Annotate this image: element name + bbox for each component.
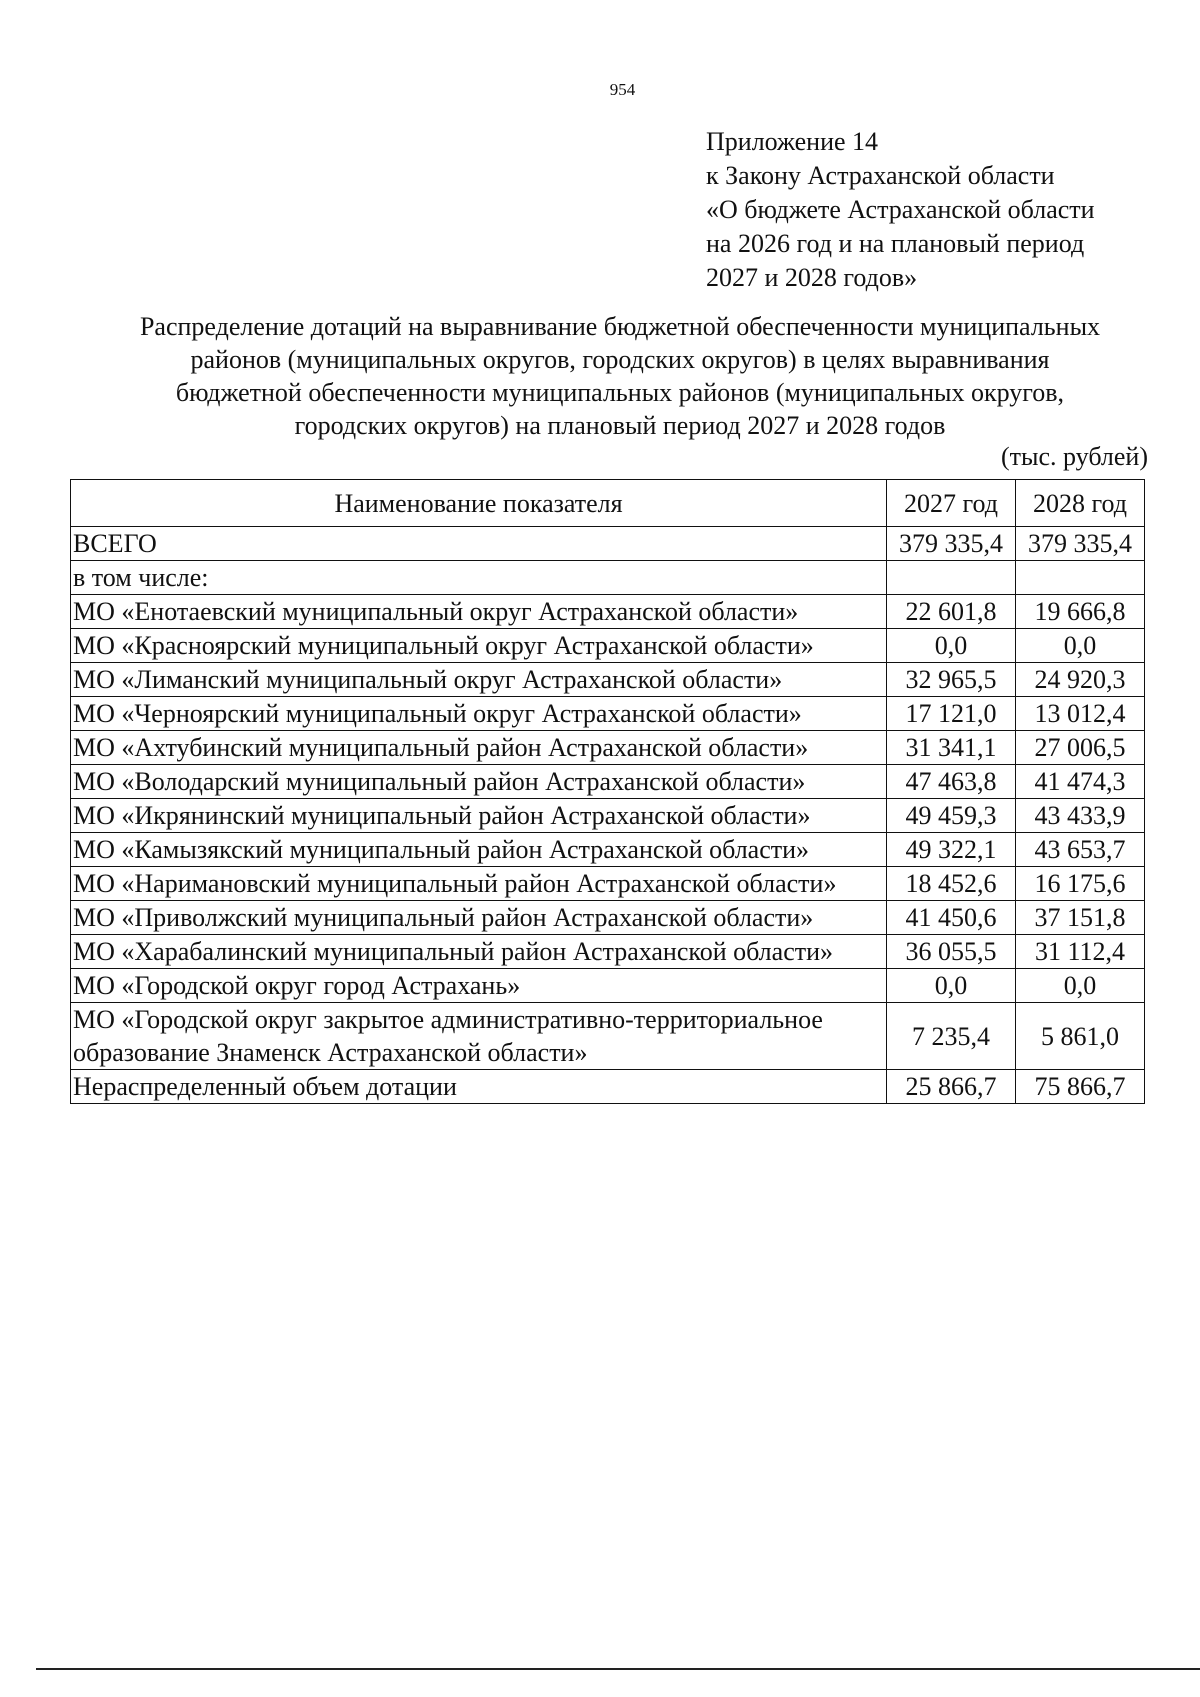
row-name: МО «Черноярский муниципальный округ Астраханской области» <box>71 697 887 731</box>
table-row <box>71 561 1145 595</box>
value-2028: 41 474,3 <box>1016 765 1145 799</box>
value-2027: 36 055,5 <box>887 935 1016 969</box>
table-row <box>71 969 1145 1003</box>
row-name: МО «Ахтубинский муниципальный район Астраханской области» <box>71 731 887 765</box>
title-line: районов (муниципальных округов, городских округов) в целях выравнивания <box>190 345 1050 374</box>
value-2028: 379 335,4 <box>1016 527 1145 561</box>
row-name: Нераспределенный объем дотации <box>71 1070 887 1104</box>
table-row <box>71 663 1145 697</box>
row-name: МО «Камызякский муниципальный район Астраханской области» <box>71 833 887 867</box>
row-name: МО «Приволжский муниципальный район Астраханской области» <box>71 901 887 935</box>
row-name: МО «Наримановский муниципальный район Астраханской области» <box>71 867 887 901</box>
value-2028: 16 175,6 <box>1016 867 1145 901</box>
appendix-line: 2027 и 2028 годов» <box>706 263 918 292</box>
table-row <box>71 629 1145 663</box>
value-2027: 25 866,7 <box>887 1070 1016 1104</box>
value-2027: 49 459,3 <box>887 799 1016 833</box>
row-name: МО «Городской округ закрытое административно-территориальное образование Знаменск Астраханской области» <box>71 1003 887 1070</box>
value-2028: 0,0 <box>1016 629 1145 663</box>
bottom-divider <box>36 1668 1200 1670</box>
row-name: МО «Городской округ город Астрахань» <box>71 969 887 1003</box>
row-name: МО «Енотаевский муниципальный округ Астраханской области» <box>71 595 887 629</box>
title-line: Распределение дотаций на выравнивание бюджетной обеспеченности муниципальных <box>139 312 1101 341</box>
value-2028: 43 653,7 <box>1016 833 1145 867</box>
table-row <box>71 697 1145 731</box>
table-row <box>71 731 1145 765</box>
table-row <box>71 935 1145 969</box>
appendix-line: к Закону Астраханской области <box>706 161 1055 190</box>
table-row <box>71 833 1145 867</box>
appendix-line: на 2026 год и на плановый период <box>706 229 1085 258</box>
value-2028: 13 012,4 <box>1016 697 1145 731</box>
table-row <box>71 765 1145 799</box>
value-2027: 32 965,5 <box>887 663 1016 697</box>
row-name: МО «Володарский муниципальный район Астраханской области» <box>71 765 887 799</box>
value-2028: 0,0 <box>1016 969 1145 1003</box>
title-line: бюджетной обеспеченности муниципальных районов (муниципальных округов, <box>175 378 1065 407</box>
value-2027: 31 341,1 <box>887 731 1016 765</box>
column-header-2028: 2028 год <box>1016 480 1145 527</box>
value-2028: 24 920,3 <box>1016 663 1145 697</box>
value-2027: 7 235,4 <box>887 1003 1016 1070</box>
table-row <box>71 901 1145 935</box>
page-number: 954 <box>609 80 636 99</box>
table-row <box>71 799 1145 833</box>
table-row-unallocated <box>71 1070 1145 1104</box>
appendix-reference <box>706 125 1095 295</box>
subsidy-table <box>70 479 1145 1104</box>
appendix-line: «О бюджете Астраханской области <box>706 195 1095 224</box>
value-2028: 31 112,4 <box>1016 935 1145 969</box>
row-name: в том числе: <box>71 561 887 595</box>
value-2027: 379 335,4 <box>887 527 1016 561</box>
title-line: городских округов) на плановый период 2027 и 2028 годов <box>294 411 946 440</box>
value-2028: 75 866,7 <box>1016 1070 1145 1104</box>
units-label: (тыс. рублей) <box>1000 442 1148 471</box>
value-2028: 19 666,8 <box>1016 595 1145 629</box>
value-2028: 27 006,5 <box>1016 731 1145 765</box>
table-row <box>71 1003 1145 1070</box>
value-2028 <box>1016 561 1145 595</box>
value-2027: 0,0 <box>887 629 1016 663</box>
value-2027: 41 450,6 <box>887 901 1016 935</box>
value-2027: 22 601,8 <box>887 595 1016 629</box>
column-header-2027: 2027 год <box>887 480 1016 527</box>
appendix-line: Приложение 14 <box>706 127 879 156</box>
row-name: МО «Лиманский муниципальный округ Астраханской области» <box>71 663 887 697</box>
value-2027: 47 463,8 <box>887 765 1016 799</box>
row-name: МО «Красноярский муниципальный округ Астраханской области» <box>71 629 887 663</box>
table-row-total <box>71 527 1145 561</box>
value-2027: 18 452,6 <box>887 867 1016 901</box>
value-2028: 43 433,9 <box>1016 799 1145 833</box>
row-name: МО «Харабалинский муниципальный район Астраханской области» <box>71 935 887 969</box>
table-row <box>71 867 1145 901</box>
value-2027: 0,0 <box>887 969 1016 1003</box>
row-name: МО «Икрянинский муниципальный район Астраханской области» <box>71 799 887 833</box>
column-header-name: Наименование показателя <box>71 480 887 527</box>
value-2028: 37 151,8 <box>1016 901 1145 935</box>
value-2027: 17 121,0 <box>887 697 1016 731</box>
value-2027: 49 322,1 <box>887 833 1016 867</box>
table-row <box>71 595 1145 629</box>
value-2028: 5 861,0 <box>1016 1003 1145 1070</box>
value-2027 <box>887 561 1016 595</box>
row-name: ВСЕГО <box>71 527 887 561</box>
document-title <box>70 310 1170 442</box>
table-header-row <box>71 480 1145 527</box>
